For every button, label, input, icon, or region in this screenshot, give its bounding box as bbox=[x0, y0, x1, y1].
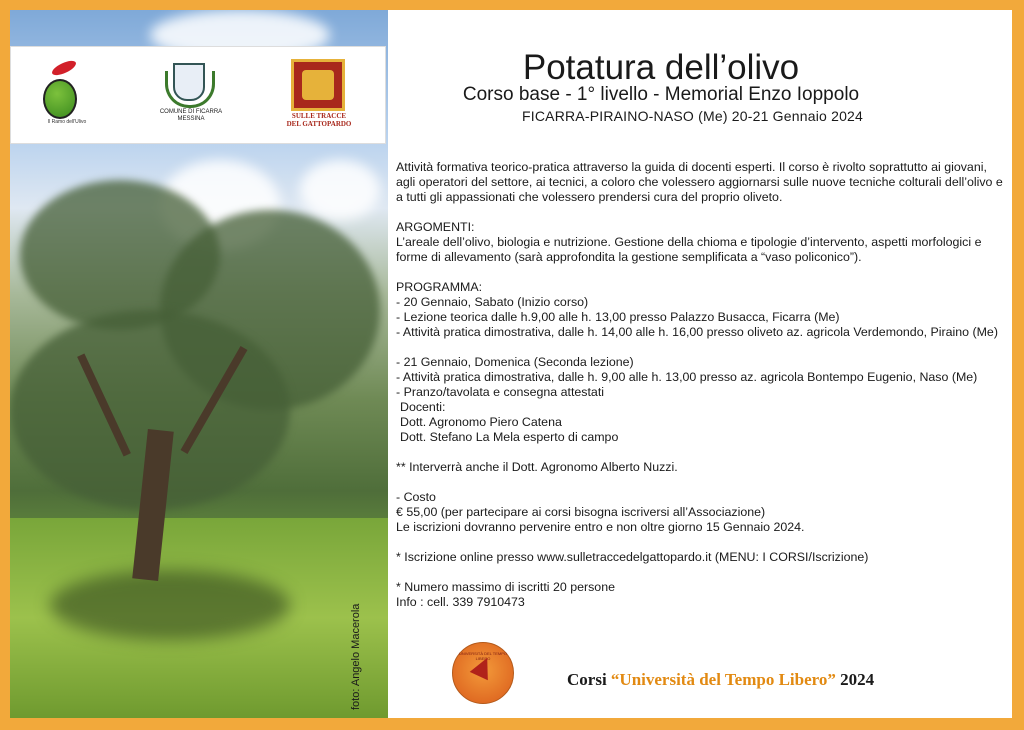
intro-paragraph: Attività formativa teorico-pratica attraverso la guida di docenti esperti. Il corso è rivolto soprattutto ai giovani, agli operatori del settore, ai tecnici, a coloro che volessero aggiornarsi sulle nuove tecniche colturali dell’olivo e a tutti gli appassionati che volessero prendersi cura del proprio oliveto. bbox=[396, 160, 1003, 204]
program-line: - Attività pratica dimostrativa, dalle h. 14,00 alle h. 16,00 presso oliveto az. agricola Verdemondo, Piraino (Me) bbox=[396, 325, 998, 339]
costo-amount: € 55,00 (per partecipare ai corsi bisogna iscriversi all’Associazione) bbox=[396, 505, 766, 519]
flyer-sheet bbox=[10, 10, 1012, 718]
footer-prefix: Corsi bbox=[567, 670, 607, 689]
gattopardo-logo bbox=[286, 59, 352, 131]
docenti-heading: Docenti: bbox=[400, 400, 446, 414]
comune-ficarra-logo bbox=[161, 59, 221, 129]
costo-deadline: Le iscrizioni dovranno pervenire entro e non oltre giorno 15 Gennaio 2024. bbox=[396, 520, 805, 534]
page-title: Potatura dell’olivo bbox=[522, 48, 800, 87]
contact-info: Info : cell. 339 7910473 bbox=[396, 595, 525, 609]
program-line: - 21 Gennaio, Domenica (Seconda lezione) bbox=[396, 355, 634, 369]
gattopardo-emblem bbox=[291, 59, 345, 111]
costo-heading: - Costo bbox=[396, 490, 436, 504]
cloud bbox=[300, 160, 380, 220]
photo-credit: foto: Angelo Macerola bbox=[350, 603, 362, 710]
olive-icon bbox=[43, 79, 77, 119]
location-dates: FICARRA-PIRAINO-NASO (Me) 20-21 Gennaio 2024 bbox=[522, 108, 864, 124]
footer-tagline bbox=[567, 670, 1007, 690]
gattopardo-logo-caption: SULLE TRACCE DEL GATTOPARDO bbox=[286, 112, 352, 128]
universita-tempo-libero-logo bbox=[452, 642, 514, 704]
page-subtitle: Corso base - 1° livello - Memorial Enzo Ioppolo bbox=[462, 84, 860, 105]
program-line: - Pranzo/tavolata e consegna attestati bbox=[396, 385, 605, 399]
course-description bbox=[396, 160, 1008, 610]
docente-item: Dott. Agronomo Piero Catena bbox=[400, 415, 562, 429]
footer-year: 2024 bbox=[840, 670, 875, 689]
program-line: - Lezione teorica dalle h.9,00 alle h. 13,00 presso Palazzo Busacca, Ficarra (Me) bbox=[396, 310, 840, 324]
footer-highlight: “Università del Tempo Libero” bbox=[610, 670, 836, 689]
tree-shadow bbox=[50, 570, 290, 640]
iscrizione-info: * Iscrizione online presso www.sulletraccedelgattopardo.it (MENU: I CORSI/Iscrizione) bbox=[396, 550, 869, 564]
ficarra-logo-caption: COMUNE DI FICARRA MESSINA bbox=[159, 109, 223, 123]
tree-emblem-icon bbox=[302, 70, 334, 100]
argomenti-text: L’areale dell’olivo, biologia e nutrizione. Gestione della chioma e tipologie d’intervento, aspetti morfologici e forme di allevamento (sarà approfondita la gestione semplificata a “vaso policonico”). bbox=[396, 235, 982, 264]
olive-logo-caption: Il Ramo dell'Ulivo bbox=[47, 119, 87, 125]
argomenti-heading: ARGOMENTI: bbox=[396, 220, 475, 234]
logo-band bbox=[10, 46, 386, 144]
docente-item: Dott. Stefano La Mela esperto di campo bbox=[400, 430, 619, 444]
olive-association-logo bbox=[37, 59, 87, 125]
programma-heading: PROGRAMMA: bbox=[396, 280, 483, 294]
program-line: - Attività pratica dimostrativa, dalle h. 9,00 alle h. 13,00 presso az. agricola Bontempo Eugenio, Naso (Me) bbox=[396, 370, 978, 384]
guest-note: ** Interverrà anche il Dott. Agronomo Alberto Nuzzi. bbox=[396, 460, 678, 474]
iscritti-limit: * Numero massimo di iscritti 20 persone bbox=[396, 580, 615, 594]
badge-caption: UNIVERSITÀ DEL TEMPO LIBERO bbox=[458, 651, 507, 661]
program-line: - 20 Gennaio, Sabato (Inizio corso) bbox=[396, 295, 589, 309]
coat-of-arms-icon bbox=[173, 63, 205, 101]
olive-leaf-icon bbox=[50, 58, 78, 78]
